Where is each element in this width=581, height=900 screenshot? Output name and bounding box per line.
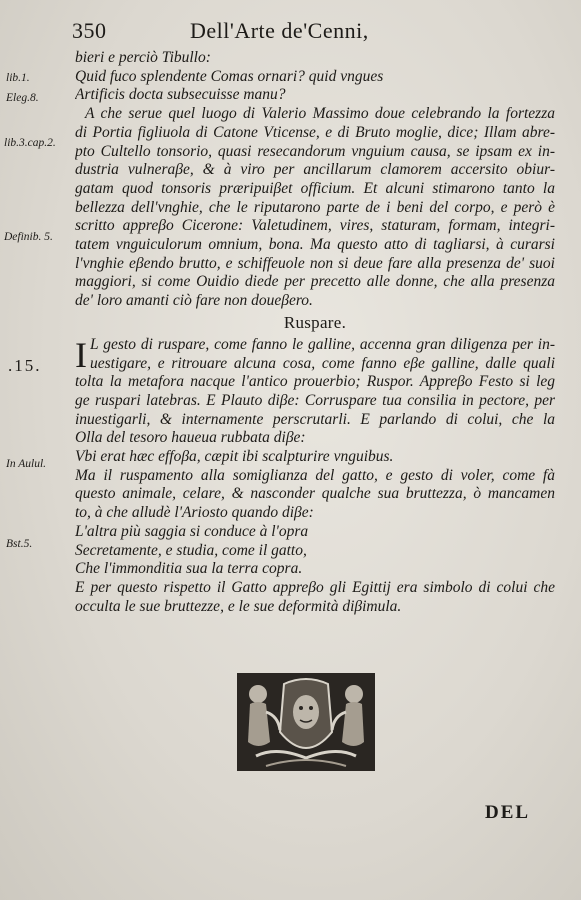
margin-note: lib.3.cap.2. (4, 137, 56, 149)
drop-cap: I (75, 334, 87, 375)
margin-note: Bst.5. (6, 538, 33, 550)
text-line: l'vnghie eβendo brutto, e schiffeuole non si deue fare alla presenza de' suoi (75, 254, 555, 272)
quote-line: Vbi erat hæc effoβa, cæpit ibi scalpturire vnguibus. (75, 448, 394, 466)
text-line: Ma il ruspamento alla somiglianza del gatto, e gesto di voler, come fà (75, 466, 555, 484)
text-line: di Portia figliuola di Catone Vticense, e di Bruto moglie, dice; Illam abre- (75, 123, 555, 141)
text-line: tatem vnguiculorum omnium, bona. Ma questo atto di tagliarsi, à curarsi (75, 236, 555, 254)
section-heading: Ruspare. (283, 312, 347, 332)
running-title: Dell'Arte de'Cenni, (190, 18, 369, 43)
page-number: 350 (72, 18, 107, 43)
paragraph-ruspare (75, 336, 555, 617)
margin-note: Definib. 5. (4, 231, 53, 243)
text-line: Artificis docta subsecuisse manu? (75, 86, 286, 104)
text-line: ge ruspari latebras. E Plauto diβe: Corruspare tua consilia in pectore, per (75, 391, 555, 409)
margin-note: Eleg.8. (6, 92, 39, 104)
margin-note: lib.1. (6, 72, 30, 84)
text-line: to, à che alludè l'Ariosto quando diβe: (75, 504, 314, 522)
verse-line: L'altra più saggia si conduce à l'opra (75, 522, 309, 540)
text-line: gatam quod tonsoris præripuiβet officium. Et alcuni stimarono tanto la (75, 179, 555, 197)
text-line: questo animale, celare, & nasconder qualche sua bruttezza, ò mancamen (75, 485, 555, 503)
text-line: E per questo rispetto il Gatto appreβo gli Egittij era simbolo di colui che (75, 578, 555, 596)
woodcut-ornament-icon (236, 672, 376, 776)
catchword: DEL (485, 802, 531, 823)
text-line: bieri e perciò Tibullo: (75, 49, 211, 66)
verse-line: Secretamente, e studia, come il gatto, (75, 541, 307, 559)
text-line: Olla del tesoro haueua rubbata diβe: (75, 429, 306, 447)
text-line: inuestigarli, & internamente perscrutarli. E parlando di colui, che la (75, 410, 555, 428)
text-line: pto Cultello tonsorio, quasi resecandorum vnguium causa, se ipsam ex in- (75, 142, 555, 160)
text-line: tolta la metafora nacque l'antico prouerbio; Ruspor. Appreβo Festo si leg (75, 373, 555, 391)
text-line: L gesto di ruspare, come fanno le galline, accenna gran diligenza per in- (90, 335, 555, 353)
text-line: scritto appreβo Cicerone: Valetudinem, vires, staturam, formam, integri- (75, 217, 555, 235)
text-line: A che serue quel luogo di Valerio Massimo doue celebrando la fortezza (85, 105, 555, 123)
margin-note: In Aulul. (6, 458, 47, 470)
text-line: Quid fuco splendente Comas ornari? quid vngues (75, 67, 384, 85)
text-line: occulta le sue bruttezze, e le sue deformità diβimula. (75, 597, 402, 615)
verse-line: Che l'immonditia sua la terra copra. (75, 560, 303, 578)
text-line: dustria vulneraβe, & à viro per ancillarum clamorem accersito obiur- (75, 161, 555, 179)
text-line: bellezza dell'vnghie, che le riputarono parte de i beni del corpo, e però è (75, 198, 555, 216)
text-line: maggiori, si come Ouidio diede per precetto alle donne, che alla presenza (75, 273, 555, 291)
margin-note: .15. (8, 356, 42, 375)
text-line: uestigare, e ritrouare alcuna cosa, come fanno eβe galline, dalle quali (90, 354, 555, 372)
body-text (75, 49, 555, 616)
text-line: de' loro amanti ciò fare non doueβero. (75, 292, 313, 310)
